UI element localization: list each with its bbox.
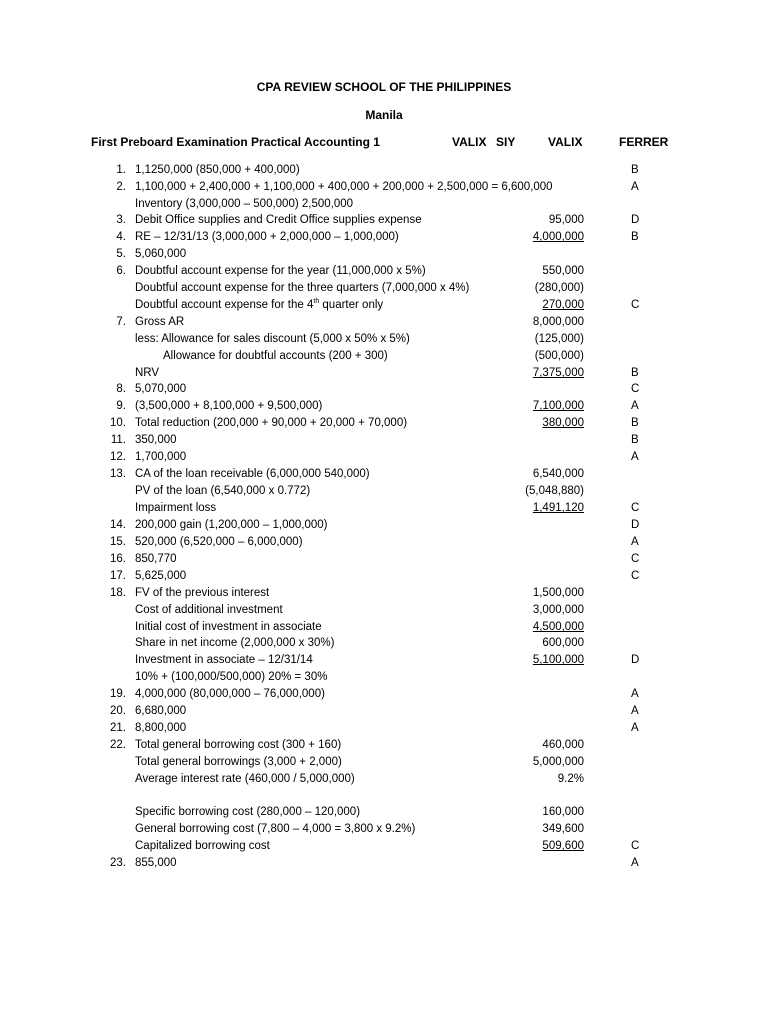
item-number: 5. bbox=[116, 248, 126, 260]
item-answer: A bbox=[631, 688, 639, 700]
list-item bbox=[0, 838, 768, 855]
item-number: 10. bbox=[110, 417, 126, 429]
item-answer: A bbox=[631, 181, 639, 193]
list-item bbox=[0, 585, 768, 602]
item-answer: A bbox=[631, 451, 639, 463]
list-item bbox=[0, 365, 768, 382]
item-text-superscript: th bbox=[313, 298, 320, 306]
item-text-main: 350,000 bbox=[135, 434, 177, 446]
item-number: 2. bbox=[116, 181, 126, 193]
list-item bbox=[0, 229, 768, 246]
item-text-main: 8,800,000 bbox=[135, 722, 187, 734]
item-number: 3. bbox=[116, 214, 126, 226]
item-amount: 509,600 bbox=[542, 840, 584, 852]
item-text bbox=[135, 179, 553, 196]
item-text bbox=[135, 415, 407, 432]
item-text-main: 5,625,000 bbox=[135, 570, 187, 582]
item-amount: 9.2% bbox=[557, 773, 584, 785]
item-number: 20. bbox=[110, 705, 126, 717]
item-answer: D bbox=[631, 519, 640, 531]
item-text-main: Inventory (3,000,000 – 500,000) 2,500,000 bbox=[135, 198, 354, 210]
item-amount: 5,100,000 bbox=[532, 654, 584, 666]
item-amount: (125,000) bbox=[534, 333, 584, 345]
list-item bbox=[0, 398, 768, 415]
item-text bbox=[135, 246, 186, 263]
item-text-main: Total general borrowing cost (300 + 160) bbox=[135, 739, 342, 751]
list-item bbox=[0, 263, 768, 280]
item-amount: 349,600 bbox=[542, 823, 584, 835]
list-item bbox=[0, 466, 768, 483]
item-text-continued: quarter only bbox=[319, 299, 384, 311]
item-amount: 5,000,000 bbox=[532, 756, 584, 768]
item-text bbox=[135, 381, 186, 398]
item-answer: B bbox=[631, 434, 639, 446]
list-item bbox=[0, 162, 768, 179]
item-text bbox=[135, 517, 327, 534]
item-text-main: Total reduction (200,000 + 90,000 + 20,000 + 70,000) bbox=[135, 417, 408, 429]
item-text bbox=[135, 365, 159, 382]
item-answer: A bbox=[631, 857, 639, 869]
list-item bbox=[0, 432, 768, 449]
item-number: 18. bbox=[110, 587, 126, 599]
list-item bbox=[0, 381, 768, 398]
item-number: 15. bbox=[110, 536, 126, 548]
item-text-main: less: Allowance for sales discount (5,000 x 50% x 5%) bbox=[135, 333, 410, 345]
item-text bbox=[163, 348, 388, 365]
item-text-main: Capitalized borrowing cost bbox=[135, 840, 270, 852]
item-text bbox=[135, 229, 399, 246]
item-text bbox=[135, 585, 269, 602]
item-number: 7. bbox=[116, 316, 126, 328]
item-text-main: (3,500,000 + 8,100,000 + 9,500,000) bbox=[135, 400, 323, 412]
list-item bbox=[0, 297, 768, 314]
column-header-ferrer: FERRER bbox=[619, 135, 669, 149]
item-number: 13. bbox=[110, 468, 126, 480]
item-number: 19. bbox=[110, 688, 126, 700]
list-item bbox=[0, 517, 768, 534]
column-header-valix-1: VALIX bbox=[452, 135, 487, 149]
list-item bbox=[0, 196, 768, 213]
item-text bbox=[135, 838, 270, 855]
item-text-main: Cost of additional investment bbox=[135, 604, 283, 616]
item-text-main: 520,000 (6,520,000 – 6,000,000) bbox=[135, 536, 303, 548]
item-number: 23. bbox=[110, 857, 126, 869]
item-number: 17. bbox=[110, 570, 126, 582]
item-text bbox=[135, 466, 370, 483]
item-amount: 460,000 bbox=[542, 739, 584, 751]
item-amount: (5,048,880) bbox=[525, 485, 584, 497]
list-item bbox=[0, 619, 768, 636]
item-answer: C bbox=[631, 502, 640, 514]
item-number: 6. bbox=[116, 265, 126, 277]
list-item bbox=[0, 703, 768, 720]
item-answer: B bbox=[631, 164, 639, 176]
list-item bbox=[0, 534, 768, 551]
item-text bbox=[135, 619, 322, 636]
list-item bbox=[0, 500, 768, 517]
item-number: 22. bbox=[110, 739, 126, 751]
list-item bbox=[0, 669, 768, 686]
item-text bbox=[135, 635, 334, 652]
item-text bbox=[135, 331, 410, 348]
item-answer: C bbox=[631, 570, 640, 582]
item-text bbox=[135, 568, 186, 585]
item-amount: 270,000 bbox=[542, 299, 584, 311]
item-amount: 600,000 bbox=[542, 637, 584, 649]
item-text-main: RE – 12/31/13 (3,000,000 + 2,000,000 – 1,000,000) bbox=[135, 231, 399, 243]
item-text bbox=[135, 196, 353, 213]
item-amount: (280,000) bbox=[534, 282, 584, 294]
item-text bbox=[135, 686, 325, 703]
item-number: 8. bbox=[116, 383, 126, 395]
list-item bbox=[0, 754, 768, 771]
list-item bbox=[0, 179, 768, 196]
item-text bbox=[135, 855, 177, 872]
item-text-main: 855,000 bbox=[135, 857, 177, 869]
item-text-main: Doubtful account expense for the 4 bbox=[135, 299, 314, 311]
item-number: 12. bbox=[110, 451, 126, 463]
list-item bbox=[0, 314, 768, 331]
item-text-main: Initial cost of investment in associate bbox=[135, 621, 322, 633]
item-text bbox=[135, 398, 322, 415]
list-item bbox=[0, 212, 768, 229]
list-item bbox=[0, 568, 768, 585]
item-text bbox=[135, 297, 383, 314]
item-text-main: PV of the loan (6,540,000 x 0.772) bbox=[135, 485, 311, 497]
item-text-main: FV of the previous interest bbox=[135, 587, 270, 599]
item-text bbox=[135, 652, 313, 669]
item-text-main: Doubtful account expense for the three quarters (7,000,000 x 4%) bbox=[135, 282, 470, 294]
list-item bbox=[0, 246, 768, 263]
item-text bbox=[135, 314, 184, 331]
item-text-main: Gross AR bbox=[135, 316, 185, 328]
item-answer: A bbox=[631, 400, 639, 412]
item-amount: 95,000 bbox=[548, 214, 584, 226]
item-number: 14. bbox=[110, 519, 126, 531]
item-text-main: NRV bbox=[135, 367, 160, 379]
item-text-main: General borrowing cost (7,800 – 4,000 = 3,800 x 9.2%) bbox=[135, 823, 416, 835]
item-amount: 160,000 bbox=[542, 806, 584, 818]
school-title: CPA REVIEW SCHOOL OF THE PHILIPPINES bbox=[256, 80, 512, 94]
item-text bbox=[135, 162, 300, 179]
item-amount: 1,500,000 bbox=[532, 587, 584, 599]
item-amount: 1,491,120 bbox=[532, 502, 584, 514]
item-text bbox=[135, 449, 186, 466]
list-item bbox=[0, 821, 768, 838]
item-text bbox=[135, 703, 186, 720]
item-amount: 550,000 bbox=[542, 265, 584, 277]
item-text-main: Impairment loss bbox=[135, 502, 217, 514]
item-answer: B bbox=[631, 417, 639, 429]
item-number: 9. bbox=[116, 400, 126, 412]
list-item bbox=[0, 855, 768, 872]
item-text-main: 1,700,000 bbox=[135, 451, 187, 463]
column-header-valix-2: VALIX bbox=[548, 135, 583, 149]
item-answer: C bbox=[631, 383, 640, 395]
item-text-main: Debit Office supplies and Credit Office supplies expense bbox=[135, 214, 422, 226]
column-header-siy: SIY bbox=[496, 135, 516, 149]
item-text-main: 200,000 gain (1,200,000 – 1,000,000) bbox=[135, 519, 328, 531]
item-text bbox=[135, 432, 177, 449]
list-item bbox=[0, 348, 768, 365]
item-answer: B bbox=[631, 367, 639, 379]
list-item bbox=[0, 280, 768, 297]
item-text bbox=[135, 754, 342, 771]
list-item bbox=[0, 652, 768, 669]
item-text-main: 850,770 bbox=[135, 553, 177, 565]
item-text-main: Total general borrowings (3,000 + 2,000) bbox=[135, 756, 342, 768]
list-item bbox=[0, 483, 768, 500]
list-item bbox=[0, 415, 768, 432]
list-item bbox=[0, 602, 768, 619]
item-amount: 7,375,000 bbox=[532, 367, 584, 379]
item-text-main: CA of the loan receivable (6,000,000 540,000) bbox=[135, 468, 370, 480]
item-answer: A bbox=[631, 705, 639, 717]
item-amount: 4,500,000 bbox=[532, 621, 584, 633]
item-text bbox=[135, 551, 177, 568]
item-text bbox=[135, 821, 415, 838]
exam-title: First Preboard Examination Practical Accounting 1 bbox=[91, 135, 380, 149]
list-item bbox=[0, 804, 768, 821]
list-item bbox=[0, 331, 768, 348]
item-text-main: 4,000,000 (80,000,000 – 76,000,000) bbox=[135, 688, 325, 700]
item-answer: C bbox=[631, 840, 640, 852]
item-answer: A bbox=[631, 536, 639, 548]
list-item bbox=[0, 635, 768, 652]
item-text bbox=[135, 771, 355, 788]
item-text bbox=[135, 534, 303, 551]
item-answer: C bbox=[631, 553, 640, 565]
item-answer: B bbox=[631, 231, 639, 243]
list-item bbox=[0, 449, 768, 466]
item-amount: (500,000) bbox=[534, 350, 584, 362]
item-number: 16. bbox=[110, 553, 126, 565]
item-text-main: Average interest rate (460,000 / 5,000,000) bbox=[135, 773, 355, 785]
location-title: Manila bbox=[365, 108, 403, 122]
list-item bbox=[0, 771, 768, 788]
item-amount: 8,000,000 bbox=[532, 316, 584, 328]
item-text bbox=[135, 263, 426, 280]
item-text-main: 1,100,000 + 2,400,000 + 1,100,000 + 400,000 + 200,000 + 2,500,000 = 6,600,000 bbox=[135, 181, 553, 193]
item-amount: 6,540,000 bbox=[532, 468, 584, 480]
list-item bbox=[0, 720, 768, 737]
item-amount: 3,000,000 bbox=[532, 604, 584, 616]
list-item bbox=[0, 737, 768, 754]
item-number: 21. bbox=[110, 722, 126, 734]
item-text-main: 6,680,000 bbox=[135, 705, 187, 717]
item-text-main: Investment in associate – 12/31/14 bbox=[135, 654, 313, 666]
item-answer: C bbox=[631, 299, 640, 311]
item-text bbox=[135, 720, 186, 737]
item-number: 11. bbox=[110, 434, 126, 446]
item-text-main: Share in net income (2,000,000 x 30%) bbox=[135, 637, 335, 649]
item-amount: 4,000,000 bbox=[532, 231, 584, 243]
item-text-main: Allowance for doubtful accounts (200 + 300) bbox=[163, 350, 388, 362]
item-text-main: 10% + (100,000/500,000) 20% = 30% bbox=[135, 671, 328, 683]
item-text-main: Doubtful account expense for the year (11,000,000 x 5%) bbox=[135, 265, 426, 277]
item-number: 1. bbox=[116, 164, 126, 176]
item-text bbox=[135, 669, 327, 686]
item-number: 4. bbox=[116, 231, 126, 243]
item-text-main: 5,060,000 bbox=[135, 248, 187, 260]
item-text bbox=[135, 280, 469, 297]
item-text bbox=[135, 737, 341, 754]
item-text bbox=[135, 500, 216, 517]
item-text-main: 1,1250,000 (850,000 + 400,000) bbox=[135, 164, 300, 176]
item-amount: 380,000 bbox=[542, 417, 584, 429]
list-item bbox=[0, 551, 768, 568]
item-text bbox=[135, 602, 283, 619]
item-text-main: 5,070,000 bbox=[135, 383, 187, 395]
item-text-main: Specific borrowing cost (280,000 – 120,000) bbox=[135, 806, 361, 818]
item-answer: D bbox=[631, 214, 640, 226]
item-text bbox=[135, 483, 310, 500]
item-amount: 7,100,000 bbox=[532, 400, 584, 412]
list-item bbox=[0, 686, 768, 703]
item-answer: D bbox=[631, 654, 640, 666]
item-answer: A bbox=[631, 722, 639, 734]
item-text bbox=[135, 804, 360, 821]
item-text bbox=[135, 212, 422, 229]
